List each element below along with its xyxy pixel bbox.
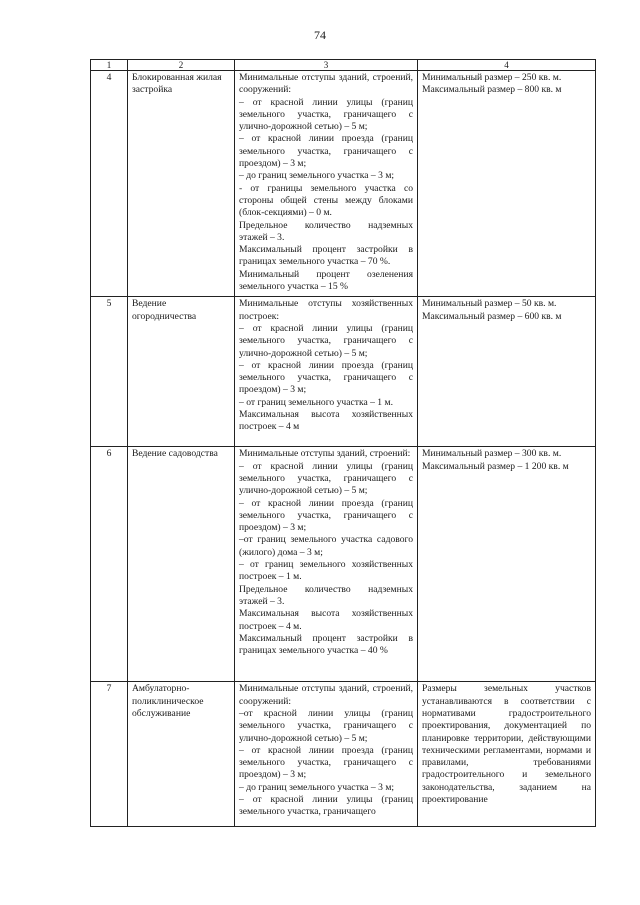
size-line: Максимальный размер – 1 200 кв. м <box>422 460 569 472</box>
permitted-use: Блокированная жилая застройка <box>128 71 235 297</box>
requirement-line: – от красной линии улицы (границ земельного участка, граничащего с улично-дорожной сетью) – 5 м; <box>239 322 413 359</box>
requirement-line: Минимальные отступы зданий, строений: <box>239 448 411 460</box>
setback-requirements <box>235 297 418 447</box>
requirement-line: – от границ земельного участка – 1 м. <box>239 396 393 408</box>
size-line: Минимальный размер – 300 кв. м. <box>422 448 562 460</box>
setback-requirements <box>235 71 418 297</box>
plot-size-limits <box>418 447 596 682</box>
requirement-line: – от красной линии проезда (границ земельного участка, граничащего с проездом) – 3 м; <box>239 497 413 534</box>
row-number: 7 <box>91 682 128 827</box>
plot-size-limits <box>418 297 596 447</box>
permitted-use: Ведение садоводства <box>128 447 235 682</box>
table-row <box>91 447 596 682</box>
requirement-line: – от красной линии проезда (границ земельного участка, граничащего с проездом) – 3 м; <box>239 359 413 396</box>
requirement-line: –от границ земельного участка садового (жилого) дома – 3 м; <box>239 534 413 558</box>
column-number-4: 4 <box>418 60 596 71</box>
table-row <box>91 297 596 447</box>
requirement-line: –от красной линии улицы (границ земельного участка, граничащего с улично-дорожной сетью) – 5 м; <box>239 707 413 744</box>
size-line: Максимальный размер – 600 кв. м <box>422 310 562 322</box>
size-line: Минимальный размер – 250 кв. м. <box>422 72 562 83</box>
requirement-line: Предельное количество надземных этажей – 3. <box>239 219 413 243</box>
requirement-line: – от красной линии улицы (границ земельного участка, граничащего <box>239 794 413 818</box>
row-number: 5 <box>91 297 128 447</box>
setback-requirements <box>235 447 418 682</box>
requirement-line: – от красной линии проезда (границ земельного участка, граничащего с проездом) – 3 м; <box>239 744 413 781</box>
requirement-line: Максимальная высота хозяйственных построек – 4 м <box>239 409 413 433</box>
requirement-line: – до границ земельного участка – 3 м; <box>239 170 395 182</box>
requirement-line: – от красной линии проезда (границ земельного участка, граничащего с проездом) – 3 м; <box>239 133 413 170</box>
size-line: Максимальный размер – 800 кв. м <box>422 84 562 96</box>
requirement-line: Максимальный процент застройки в границах земельного участка – 70 %. <box>239 244 413 268</box>
setback-requirements <box>235 682 418 827</box>
permitted-use: Амбулаторно-поликлиническое обслуживание <box>128 682 235 827</box>
requirement-line: Минимальные отступы зданий, строений, сооружений: <box>239 683 413 707</box>
requirement-line: Предельное количество надземных этажей – 3. <box>239 583 413 607</box>
column-number-row <box>91 60 596 71</box>
requirement-line: Максимальный процент застройки в границах земельного участка – 40 % <box>239 632 413 657</box>
size-line: Минимальный размер – 50 кв. м. <box>422 298 557 310</box>
permitted-use: Ведение огородничества <box>128 297 235 447</box>
plot-size-limits <box>418 682 596 827</box>
table-row <box>91 71 596 297</box>
requirement-line: Минимальные отступы зданий, строений, сооружений: <box>239 72 413 96</box>
requirement-line: – от красной линии улицы (границ земельного участка, граничащего с улично-дорожной сетью) – 5 м; <box>239 460 413 497</box>
requirement-line: Минимальные отступы хозяйственных построек: <box>239 298 413 322</box>
table-row <box>91 682 596 827</box>
column-number-3: 3 <box>235 60 418 71</box>
requirement-line: – от границ земельного хозяйственных построек – 1 м. <box>239 559 413 583</box>
regulations-table <box>90 59 596 827</box>
requirement-line: – до границ земельного участка – 3 м; <box>239 781 395 793</box>
requirement-line: – от красной линии улицы (границ земельного участка, граничащего с улично-дорожной сетью) – 5 м; <box>239 96 413 133</box>
column-number-2: 2 <box>128 60 235 71</box>
page-number: 74 <box>314 28 326 42</box>
size-line: Размеры земельных участков устанавливаются в соответствии с нормативами градостроительного проектирования, документацией по планировке территории, действующими техническими регламентами, нормами и правилами, требованиями градостроительного и земельного законодательства, заданием на проектирование <box>422 683 591 806</box>
requirement-line: Минимальный процент озеленения земельного участка – 15 % <box>239 268 413 293</box>
plot-size-limits <box>418 71 596 297</box>
row-number: 6 <box>91 447 128 682</box>
requirement-line: Максимальная высота хозяйственных построек – 4 м. <box>239 608 413 632</box>
column-number-1: 1 <box>91 60 128 71</box>
requirement-line: - от границы земельного участка со стороны общей стены между блоками (блок-секциями) – 0 м. <box>239 182 413 219</box>
row-number: 4 <box>91 71 128 297</box>
